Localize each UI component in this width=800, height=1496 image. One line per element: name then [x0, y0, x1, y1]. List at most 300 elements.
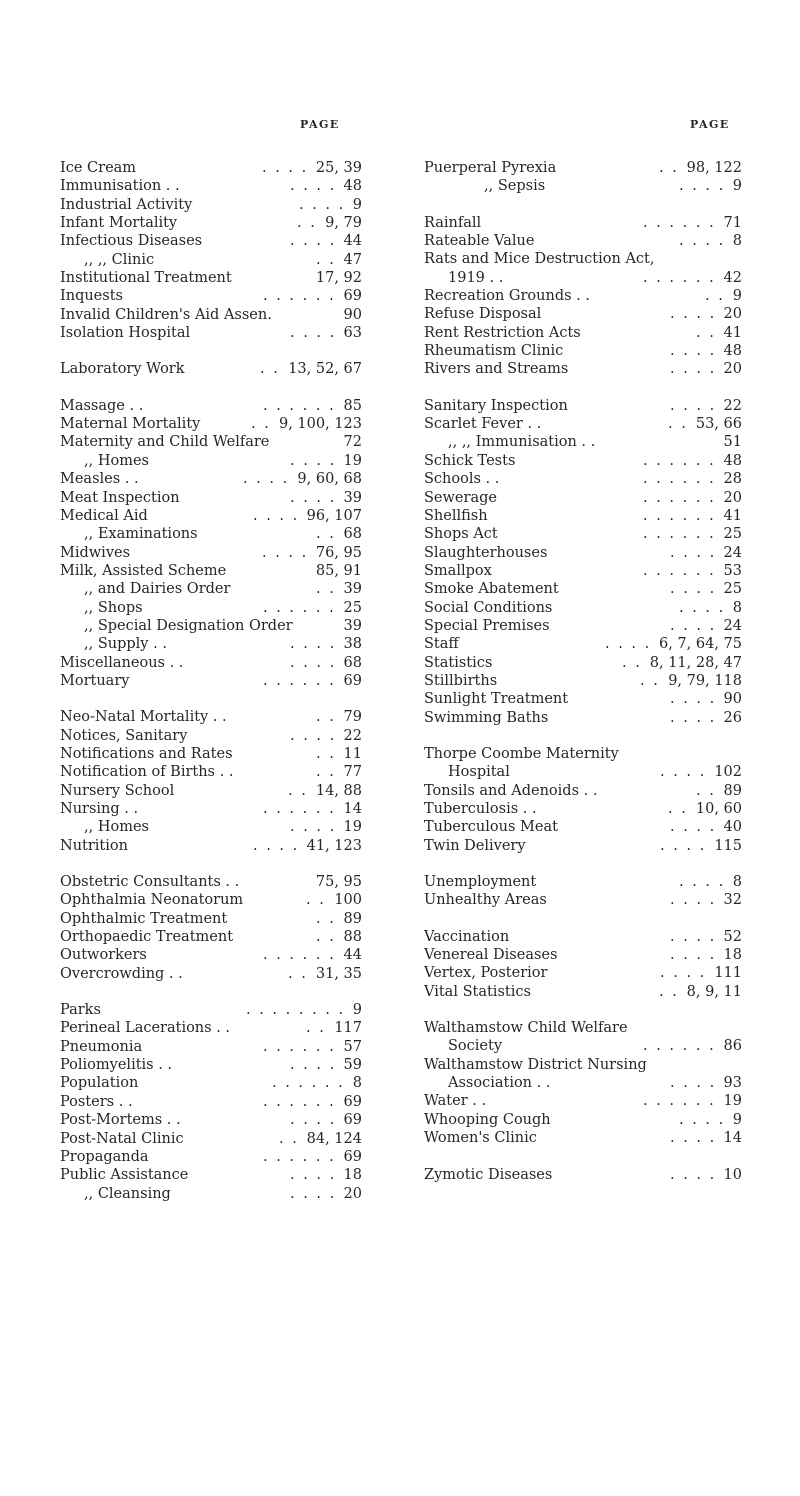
leader-dots: . . . . . . [643, 489, 716, 506]
index-entry [60, 946, 362, 964]
index-page-numbers: 8 [732, 233, 742, 250]
index-page-numbers: 40 [723, 819, 742, 836]
index-entry [60, 1093, 362, 1111]
index-page-numbers: 8 [732, 874, 742, 891]
index-entry [424, 562, 742, 580]
index-entry [60, 251, 362, 269]
index-entry [424, 672, 742, 690]
index-page-numbers: 25, 39 [315, 160, 362, 176]
leader-dots: . . . . . . [263, 672, 336, 689]
index-entry [60, 818, 362, 836]
index-term: Mortuary [60, 672, 130, 689]
leader-dots: . . [659, 983, 679, 1000]
index-entry [60, 470, 362, 488]
leader-dots: . . . . [670, 709, 717, 726]
index-term: Swimming Baths [424, 709, 549, 726]
index-entry [60, 397, 362, 415]
index-page-numbers: 14, 88 [315, 782, 362, 799]
index-entry [424, 525, 742, 543]
index-term: Notifications and Rates [60, 745, 233, 762]
index-term: Stillbirths [424, 672, 498, 689]
leader-dots: . . [705, 288, 725, 305]
leader-dots: . . . . [670, 1130, 717, 1147]
index-column-right [424, 159, 742, 1184]
leader-dots: . . . . [290, 178, 337, 195]
index-term: Public Assistance [60, 1167, 189, 1184]
index-page-numbers: 71 [723, 214, 742, 231]
index-entry [60, 928, 362, 946]
index-entry [424, 232, 742, 250]
index-entry [424, 782, 742, 800]
index-entry [60, 580, 362, 598]
index-term: Sunlight Treatment [424, 691, 569, 708]
leader-dots: . . . . . . [643, 1093, 716, 1110]
leader-dots: . . . . . . [643, 269, 716, 286]
index-page-numbers: 19 [723, 1093, 742, 1110]
leader-dots: . . . . [670, 1075, 717, 1092]
index-term: Pneumonia [60, 1038, 143, 1055]
index-entry [424, 964, 742, 982]
index-term: Smallpox [424, 562, 492, 579]
index-term: Nursing . . [60, 801, 139, 817]
index-entry [424, 1037, 742, 1055]
leader-dots: . . . . . . [263, 1148, 336, 1165]
index-page-numbers: 69 [343, 672, 362, 689]
index-term: Slaughterhouses [424, 544, 548, 561]
index-page-numbers: 13, 52, 67 [288, 361, 362, 378]
index-page-numbers: 22 [343, 727, 362, 744]
index-term: Tonsils and Adenoids . . [424, 782, 598, 799]
index-entry [424, 1074, 742, 1092]
index-page-numbers: 117 [334, 1020, 362, 1037]
leader-dots: . . [288, 782, 308, 799]
leader-dots: . . . . [670, 361, 717, 378]
leader-dots: . . . . [290, 1057, 337, 1074]
index-entry [60, 360, 362, 378]
index-term: Orthopaedic Treatment [60, 929, 234, 946]
leader-dots: . . . . . . [643, 1038, 716, 1055]
index-entry [60, 891, 362, 909]
index-entry [424, 599, 742, 617]
index-term: Poliomyelitis . . [60, 1057, 173, 1074]
index-page-numbers: 25 [723, 581, 742, 598]
index-term: Outworkers [60, 947, 147, 964]
index-term: Neo-Natal Mortality . . [60, 709, 227, 726]
index-page-numbers: 8 [732, 599, 742, 616]
index-term: Invalid Children's Aid Assen. [60, 306, 272, 323]
leader-dots: . . . . [670, 343, 717, 360]
index-page-numbers: 76, 95 [315, 544, 362, 561]
index-entry [424, 690, 742, 708]
index-entry [424, 324, 742, 342]
index-term: 1919 . . [448, 269, 504, 286]
index-entry [60, 269, 362, 287]
index-term: Ice Cream [60, 160, 137, 176]
index-page-numbers: 24 [723, 544, 742, 561]
index-page-numbers: 69 [343, 1148, 362, 1165]
index-entry [424, 1111, 742, 1129]
leader-dots: . . . . [290, 1112, 337, 1129]
index-entry [60, 837, 362, 855]
index-entry [424, 800, 742, 818]
index-entry [60, 1185, 362, 1203]
leader-dots: . . . . [290, 1167, 337, 1184]
index-page-numbers: 79 [343, 709, 362, 726]
index-term: Perineal Lacerations . . [60, 1020, 231, 1037]
index-entry [60, 324, 362, 342]
index-page-numbers: 9, 100, 123 [278, 416, 362, 433]
index-term: Society [448, 1038, 503, 1055]
index-entry [424, 1092, 742, 1110]
index-entry [60, 306, 362, 324]
index-term: Walthamstow District Nursing [424, 1056, 647, 1073]
index-entry [424, 433, 742, 451]
index-page-numbers: 9 [732, 178, 742, 195]
leader-dots: . . [306, 1020, 326, 1037]
index-page-numbers: 8, 9, 11 [686, 983, 742, 1000]
index-term: Parks [60, 1002, 101, 1019]
index-term: Smoke Abatement [424, 581, 559, 598]
index-page-numbers: 41 [723, 324, 742, 341]
index-entry [60, 782, 362, 800]
index-term: ,, Homes [84, 819, 149, 836]
leader-dots: . . . . [605, 636, 652, 653]
index-entry [424, 946, 742, 964]
index-entry [60, 800, 362, 818]
index-entry [424, 507, 742, 525]
index-page-numbers: 90 [723, 691, 742, 708]
leader-dots: . . [659, 160, 679, 176]
index-term: Tuberculous Meat [424, 819, 558, 836]
index-page-numbers: 9 [352, 196, 362, 213]
index-term: Unemployment [424, 874, 537, 891]
index-entry [60, 452, 362, 470]
index-term: ,, ,, Clinic [84, 251, 155, 268]
index-term: ,, Homes [84, 452, 149, 469]
index-entry [60, 672, 362, 690]
index-page-numbers: 32 [723, 892, 742, 909]
index-term: Maternal Mortality [60, 416, 201, 433]
index-page-numbers: 39 [343, 489, 362, 506]
index-term: Infant Mortality [60, 215, 178, 232]
index-entry [60, 433, 362, 451]
leader-dots: . . . . [262, 544, 309, 561]
index-page-numbers: 53 [723, 562, 742, 579]
index-entry [424, 928, 742, 946]
right-page-header: PAGE [690, 118, 730, 131]
index-term: Thorpe Coombe Maternity [424, 745, 619, 762]
index-page-numbers: 39 [343, 617, 362, 634]
index-page-numbers: 9, 79 [325, 215, 362, 232]
index-term: Isolation Hospital [60, 325, 191, 342]
index-term: ,, and Dairies Order [84, 581, 231, 598]
leader-dots: . . . . . . [263, 288, 336, 305]
index-term: Sewerage [424, 489, 497, 506]
index-entry [60, 196, 362, 214]
index-page-numbers: 9, 79, 118 [668, 672, 742, 689]
index-page-numbers: 6, 7, 64, 75 [658, 636, 742, 653]
index-entry [424, 470, 742, 488]
index-term: Medical Aid [60, 507, 148, 524]
index-term: Post-Natal Clinic [60, 1130, 184, 1147]
index-term: Association . . [448, 1075, 551, 1092]
index-page-numbers: 19 [343, 452, 362, 469]
index-term: Laboratory Work [60, 361, 185, 378]
leader-dots: . . [316, 745, 336, 762]
left-page-header: PAGE [300, 118, 340, 131]
leader-dots: . . . . [290, 1185, 337, 1202]
index-page-numbers: 44 [343, 233, 362, 250]
index-term: Rheumatism Clinic [424, 343, 564, 360]
index-entry [60, 910, 362, 928]
index-page-numbers: 10, 60 [695, 801, 742, 817]
index-page-numbers: 39 [343, 581, 362, 598]
index-term: Infectious Diseases [60, 233, 203, 250]
index-entry [424, 544, 742, 562]
leader-dots: . . [260, 361, 280, 378]
index-entry [60, 177, 362, 195]
leader-dots: . . . . . . [263, 397, 336, 414]
index-term: Shops Act [424, 526, 498, 543]
index-entry [60, 599, 362, 617]
index-entry [60, 544, 362, 562]
leader-dots: . . . . . . [263, 1038, 336, 1055]
index-term: Zymotic Diseases [424, 1166, 553, 1183]
index-page-numbers: 48 [723, 343, 742, 360]
index-term: Obstetric Consultants . . [60, 874, 240, 891]
index-page-numbers: 86 [723, 1038, 742, 1055]
leader-dots: . . . . [670, 892, 717, 909]
leader-dots: . . [316, 526, 336, 543]
index-term: Notification of Births . . [60, 764, 234, 781]
leader-dots: . . . . [290, 636, 337, 653]
leader-dots: . . . . [670, 581, 717, 598]
index-entry [60, 965, 362, 983]
leader-dots: . . . . . . [643, 526, 716, 543]
index-term: Measles . . [60, 471, 139, 488]
index-entry [60, 1130, 362, 1148]
index-term: Notices, Sanitary [60, 727, 188, 744]
index-entry [424, 709, 742, 727]
index-term: Hospital [448, 764, 510, 781]
leader-dots: . . . . . . [263, 599, 336, 616]
leader-dots: . . [316, 251, 336, 268]
index-page-numbers: 89 [343, 910, 362, 927]
leader-dots: . . . . [670, 691, 717, 708]
index-page-numbers: 31, 35 [315, 965, 362, 982]
index-page-numbers: 96, 107 [306, 507, 362, 524]
index-entry [424, 617, 742, 635]
index-term: Refuse Disposal [424, 306, 542, 323]
leader-dots: . . [316, 764, 336, 781]
leader-dots: . . [696, 782, 716, 799]
index-entry [424, 360, 742, 378]
leader-dots: . . . . . . [643, 562, 716, 579]
index-page-numbers: 20 [723, 361, 742, 378]
index-entry [424, 818, 742, 836]
leader-dots: . . . . [290, 654, 337, 671]
index-term: Twin Delivery [424, 837, 526, 854]
index-page-numbers: 57 [343, 1038, 362, 1055]
index-term: Scarlet Fever . . [424, 416, 542, 433]
index-term: Schick Tests [424, 452, 516, 469]
index-page-numbers: 14 [723, 1130, 742, 1147]
index-entry [424, 983, 742, 1001]
index-term: ,, Examinations [84, 526, 198, 543]
index-term: Staff [424, 636, 459, 653]
index-term: Social Conditions [424, 599, 553, 616]
index-term: Unhealthy Areas [424, 892, 547, 909]
index-entry [424, 159, 742, 177]
leader-dots: . . . . [290, 452, 337, 469]
index-page-numbers: 19 [343, 819, 362, 836]
leader-dots: . . . . . . [272, 1075, 345, 1092]
index-page-numbers: 88 [343, 929, 362, 946]
leader-dots: . . . . [679, 233, 726, 250]
index-term: Sanitary Inspection [424, 397, 568, 414]
leader-dots: . . . . [679, 178, 726, 195]
leader-dots: . . . . [670, 397, 717, 414]
index-page-numbers: 38 [343, 636, 362, 653]
leader-dots: . . . . [670, 1166, 717, 1183]
index-entry [60, 507, 362, 525]
index-entry [424, 214, 742, 232]
index-page-numbers: 69 [343, 288, 362, 305]
index-entry [424, 489, 742, 507]
leader-dots: . . [316, 929, 336, 946]
index-term: Industrial Activity [60, 196, 193, 213]
leader-dots: . . [297, 215, 317, 232]
index-term: Recreation Grounds . . [424, 288, 590, 305]
index-term: Walthamstow Child Welfare [424, 1020, 628, 1037]
index-page-numbers: 9, 60, 68 [297, 471, 362, 488]
index-entry [424, 452, 742, 470]
index-entry [60, 617, 362, 635]
index-page-numbers: 68 [343, 526, 362, 543]
leader-dots: . . . . [670, 617, 717, 634]
index-term: Special Premises [424, 617, 550, 634]
leader-dots: . . . . [670, 819, 717, 836]
index-term: Posters . . [60, 1093, 133, 1110]
leader-dots: . . . . [290, 489, 337, 506]
index-page-numbers: 59 [343, 1057, 362, 1074]
leader-dots: . . . . [290, 325, 337, 342]
index-entry [424, 1056, 742, 1074]
leader-dots: . . . . [290, 233, 337, 250]
leader-dots: . . . . . . [643, 452, 716, 469]
leader-dots: . . [640, 672, 660, 689]
leader-dots: . . . . [262, 160, 309, 176]
index-page-numbers: 75, 95 [315, 874, 362, 891]
index-entry [424, 305, 742, 323]
index-page-numbers: 26 [723, 709, 742, 726]
index-term: Institutional Treatment [60, 270, 232, 287]
index-page-numbers: 85, 91 [315, 562, 362, 579]
leader-dots: . . . . [679, 874, 726, 891]
leader-dots: . . . . [670, 544, 717, 561]
index-term: Population [60, 1075, 139, 1092]
index-page-numbers: 20 [343, 1185, 362, 1202]
index-entry [60, 1019, 362, 1037]
index-page-numbers: 9 [352, 1002, 362, 1019]
leader-dots: . . . . [290, 819, 337, 836]
index-page-numbers: 10 [723, 1166, 742, 1183]
index-entry [424, 269, 742, 287]
index-page-numbers: 42 [723, 269, 742, 286]
index-term: Overcrowding . . [60, 965, 183, 982]
index-entry [60, 1001, 362, 1019]
index-entry [424, 250, 742, 268]
index-page-numbers: 51 [723, 434, 742, 451]
index-term: Shellfish [424, 507, 488, 524]
index-page-numbers: 9 [732, 288, 742, 305]
leader-dots: . . . . . . [263, 1093, 336, 1110]
index-entry [424, 1019, 742, 1037]
index-page-numbers: 72 [343, 434, 362, 451]
index-term: Nutrition [60, 837, 128, 854]
leader-dots: . . [668, 801, 688, 817]
index-entry [60, 763, 362, 781]
index-entry [60, 1056, 362, 1074]
leader-dots: . . . . . . [643, 507, 716, 524]
index-page-numbers: 8 [352, 1075, 362, 1092]
leader-dots: . . [696, 324, 716, 341]
index-term: Rivers and Streams [424, 361, 569, 378]
index-entry [424, 342, 742, 360]
index-entry [60, 489, 362, 507]
index-term: Miscellaneous . . [60, 654, 184, 671]
index-page-numbers: 69 [343, 1093, 362, 1110]
index-page-numbers: 20 [723, 489, 742, 506]
leader-dots: . . [279, 1130, 299, 1147]
leader-dots: . . . . [299, 196, 346, 213]
index-entry [424, 397, 742, 415]
index-page-numbers: 48 [343, 178, 362, 195]
index-page-numbers: 44 [343, 947, 362, 964]
index-entry [60, 1074, 362, 1092]
index-page-numbers: 28 [723, 471, 742, 488]
index-page-numbers: 85 [343, 397, 362, 414]
index-term: ,, Shops [84, 599, 143, 616]
index-page-numbers: 115 [714, 837, 742, 854]
index-page-numbers: 102 [714, 764, 742, 781]
index-entry [60, 214, 362, 232]
leader-dots: . . . . [253, 837, 300, 854]
index-page-numbers: 18 [723, 947, 742, 964]
index-page-numbers: 63 [343, 325, 362, 342]
leader-dots: . . [316, 910, 336, 927]
index-page-numbers: 9 [732, 1111, 742, 1128]
leader-dots: . . . . [660, 965, 707, 982]
index-term: Immunisation . . [60, 178, 180, 195]
index-column-left [60, 159, 362, 1203]
index-page-numbers: 11 [343, 745, 362, 762]
leader-dots: . . [316, 581, 336, 598]
leader-dots: . . . . [670, 306, 717, 323]
index-entry [424, 763, 742, 781]
leader-dots: . . . . . . . . [246, 1002, 346, 1019]
index-page-numbers: 14 [343, 801, 362, 817]
index-page-numbers: 20 [723, 306, 742, 323]
index-entry [60, 1038, 362, 1056]
leader-dots: . . [288, 965, 308, 982]
index-term: Rent Restriction Acts [424, 324, 581, 341]
index-page-numbers: 47 [343, 251, 362, 268]
index-term: Propaganda [60, 1148, 149, 1165]
index-entry [60, 654, 362, 672]
leader-dots: . . . . [679, 1111, 726, 1128]
index-page-numbers: 53, 66 [695, 416, 742, 433]
